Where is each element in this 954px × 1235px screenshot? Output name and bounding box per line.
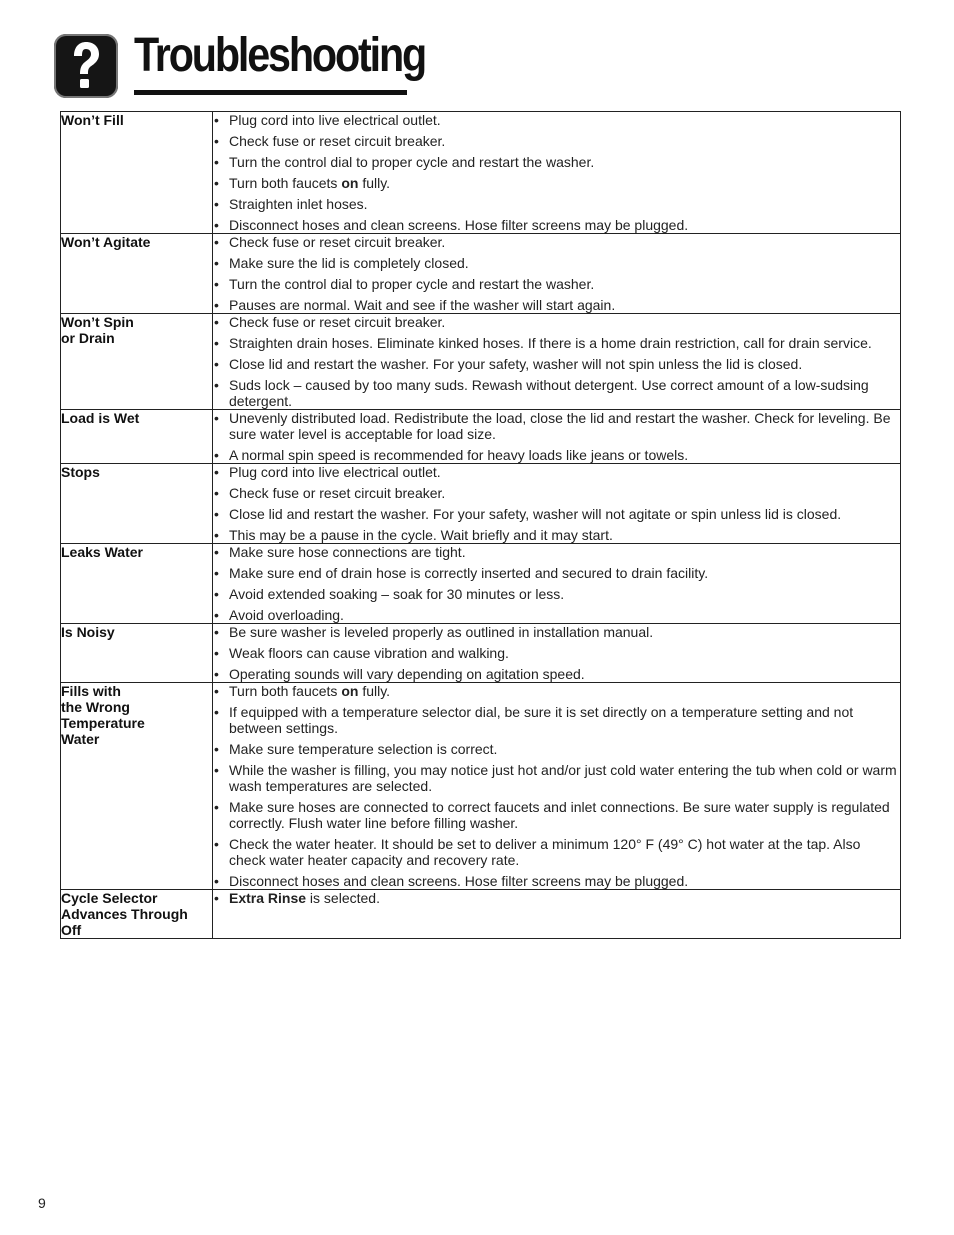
solution-text: A normal spin speed is recommended for heavy loads like jeans or towels. [229, 447, 689, 463]
solution-cell [213, 112, 901, 234]
list-item [213, 196, 900, 212]
solution-text: Close lid and restart the washer. For your safety, washer will not agitate or spin unless lid is closed. [229, 506, 842, 522]
solution-text: Make sure end of drain hose is correctly inserted and secured to drain facility. [229, 565, 709, 581]
solution-list [213, 410, 900, 463]
condition-cell [61, 464, 213, 544]
table-row [61, 544, 901, 624]
list-item [213, 377, 900, 409]
table-row [61, 314, 901, 410]
list-item [213, 762, 900, 794]
table-row [61, 464, 901, 544]
list-item [213, 565, 900, 581]
solution-text: Plug cord into live electrical outlet. [229, 112, 441, 128]
solution-list [213, 544, 900, 623]
list-item [213, 133, 900, 149]
list-item [213, 645, 900, 661]
solution-list [213, 683, 900, 889]
solution-text: fully. [358, 683, 391, 699]
list-item [213, 356, 900, 372]
condition-cell [61, 234, 213, 314]
condition-label: Off [61, 922, 82, 938]
solution-list [213, 234, 900, 313]
solution-text: Straighten drain hoses. Eliminate kinked hoses. If there is a home drain restriction, call for drain service. [229, 335, 872, 351]
condition-label: Stops [61, 464, 100, 480]
list-item [213, 255, 900, 271]
table-row [61, 112, 901, 234]
list-item [213, 799, 900, 831]
solution-text: Pauses are normal. Wait and see if the washer will start again. [229, 297, 616, 313]
condition-cell [61, 683, 213, 890]
solution-text: Turn both faucets [229, 683, 342, 699]
list-item [213, 154, 900, 170]
solution-text: Close lid and restart the washer. For your safety, washer will not spin unless the lid is closed. [229, 356, 803, 372]
solution-cell [213, 544, 901, 624]
solution-text: Make sure hoses are connected to correct faucets and inlet connections. Be sure water supply is regulated correctly. Flush water line before filling washer. [229, 799, 890, 831]
solution-text: Check fuse or reset circuit breaker. [229, 133, 446, 149]
list-item [213, 624, 900, 640]
solution-text: Disconnect hoses and clean screens. Hose filter screens may be plugged. [229, 217, 689, 233]
solution-text: Suds lock – caused by too many suds. Rewash without detergent. Use correct amount of a low-sudsing detergent. [229, 377, 869, 409]
solution-text: This may be a pause in the cycle. Wait briefly and it may start. [229, 527, 613, 543]
solution-text: Operating sounds will vary depending on agitation speed. [229, 666, 585, 682]
condition-cell [61, 112, 213, 234]
table-row [61, 890, 901, 939]
solution-cell [213, 464, 901, 544]
emphasis-text: on [341, 175, 359, 191]
question-mark-icon [54, 34, 118, 98]
list-item [213, 276, 900, 292]
solution-text: Check the water heater. It should be set to deliver a minimum 120° F (49° C) hot water at the tap. Also check water heater capacity and recovery rate. [229, 836, 861, 868]
condition-label: Won’t Agitate [61, 234, 151, 250]
solution-text: Plug cord into live electrical outlet. [229, 464, 441, 480]
solution-text: Turn the control dial to proper cycle and restart the washer. [229, 154, 595, 170]
solution-text: Check fuse or reset circuit breaker. [229, 485, 446, 501]
condition-label: Fills with [61, 683, 121, 699]
solution-text: While the washer is filling, you may notice just hot and/or just cold water entering the tub when cold or warm wash temperatures are selected. [229, 762, 897, 794]
solution-text: Make sure the lid is completely closed. [229, 255, 469, 271]
condition-cell [61, 890, 213, 939]
troubleshooting-table [60, 111, 901, 939]
list-item [213, 112, 900, 128]
list-item [213, 836, 900, 868]
list-item [213, 607, 900, 623]
solution-list [213, 624, 900, 682]
solution-cell [213, 890, 901, 939]
condition-label: Won’t Fill [61, 112, 124, 128]
condition-label: Cycle Selector [61, 890, 158, 906]
solution-text: Turn the control dial to proper cycle and restart the washer. [229, 276, 595, 292]
solution-text: Check fuse or reset circuit breaker. [229, 314, 446, 330]
list-item [213, 447, 900, 463]
list-item [213, 464, 900, 480]
list-item [213, 175, 900, 191]
list-item [213, 890, 900, 906]
condition-label: Water [61, 731, 100, 747]
list-item [213, 741, 900, 757]
list-item [213, 234, 900, 250]
solution-text: Turn both faucets [229, 175, 342, 191]
list-item [213, 586, 900, 602]
solution-cell [213, 234, 901, 314]
solution-text: Make sure temperature selection is correct. [229, 741, 498, 757]
solution-list [213, 890, 900, 906]
solution-list [213, 314, 900, 409]
solution-text: If equipped with a temperature selector dial, be sure it is set directly on a temperature setting and not between settings. [229, 704, 854, 736]
solution-text: Weak floors can cause vibration and walking. [229, 645, 509, 661]
condition-label: Temperature [61, 715, 145, 731]
list-item [213, 314, 900, 330]
solution-text: Disconnect hoses and clean screens. Hose filter screens may be plugged. [229, 873, 689, 889]
condition-cell [61, 410, 213, 464]
list-item [213, 335, 900, 351]
condition-label: the Wrong [61, 699, 130, 715]
table-row [61, 683, 901, 890]
table-row [61, 234, 901, 314]
list-item [213, 544, 900, 560]
list-item [213, 485, 900, 501]
page-title: Troubleshooting [134, 29, 426, 82]
solution-text: Make sure hose connections are tight. [229, 544, 466, 560]
title-underline [134, 90, 407, 95]
list-item [213, 410, 900, 442]
solution-text: Be sure washer is leveled properly as outlined in installation manual. [229, 624, 654, 640]
condition-label: Won’t Spin [61, 314, 134, 330]
solution-cell [213, 410, 901, 464]
solution-text: Straighten inlet hoses. [229, 196, 368, 212]
condition-cell [61, 544, 213, 624]
table-row [61, 624, 901, 683]
page-number: 9 [38, 1195, 46, 1211]
list-item [213, 704, 900, 736]
solution-cell [213, 314, 901, 410]
condition-label: Advances Through [61, 906, 188, 922]
list-item [213, 873, 900, 889]
solution-text: Unevenly distributed load. Redistribute the load, close the lid and restart the washer. Check for leveling. Be sure water level is acceptable for load size. [229, 410, 891, 442]
solution-text: Avoid overloading. [229, 607, 344, 623]
solution-cell [213, 683, 901, 890]
condition-label: Load is Wet [61, 410, 140, 426]
emphasis-text: on [341, 683, 359, 699]
list-item [213, 666, 900, 682]
solution-list [213, 464, 900, 543]
condition-cell [61, 624, 213, 683]
list-item [213, 297, 900, 313]
solution-text: fully. [358, 175, 391, 191]
list-item [213, 527, 900, 543]
solution-text: Avoid extended soaking – soak for 30 minutes or less. [229, 586, 565, 602]
solution-text: Check fuse or reset circuit breaker. [229, 234, 446, 250]
condition-label: Is Noisy [61, 624, 115, 640]
emphasis-text: Extra Rinse [229, 890, 307, 906]
list-item [213, 217, 900, 233]
solution-list [213, 112, 900, 233]
condition-cell [61, 314, 213, 410]
solution-cell [213, 624, 901, 683]
condition-label: Leaks Water [61, 544, 143, 560]
list-item [213, 683, 900, 699]
table-row [61, 410, 901, 464]
condition-label: or Drain [61, 330, 115, 346]
list-item [213, 506, 900, 522]
solution-text: is selected. [306, 890, 380, 906]
